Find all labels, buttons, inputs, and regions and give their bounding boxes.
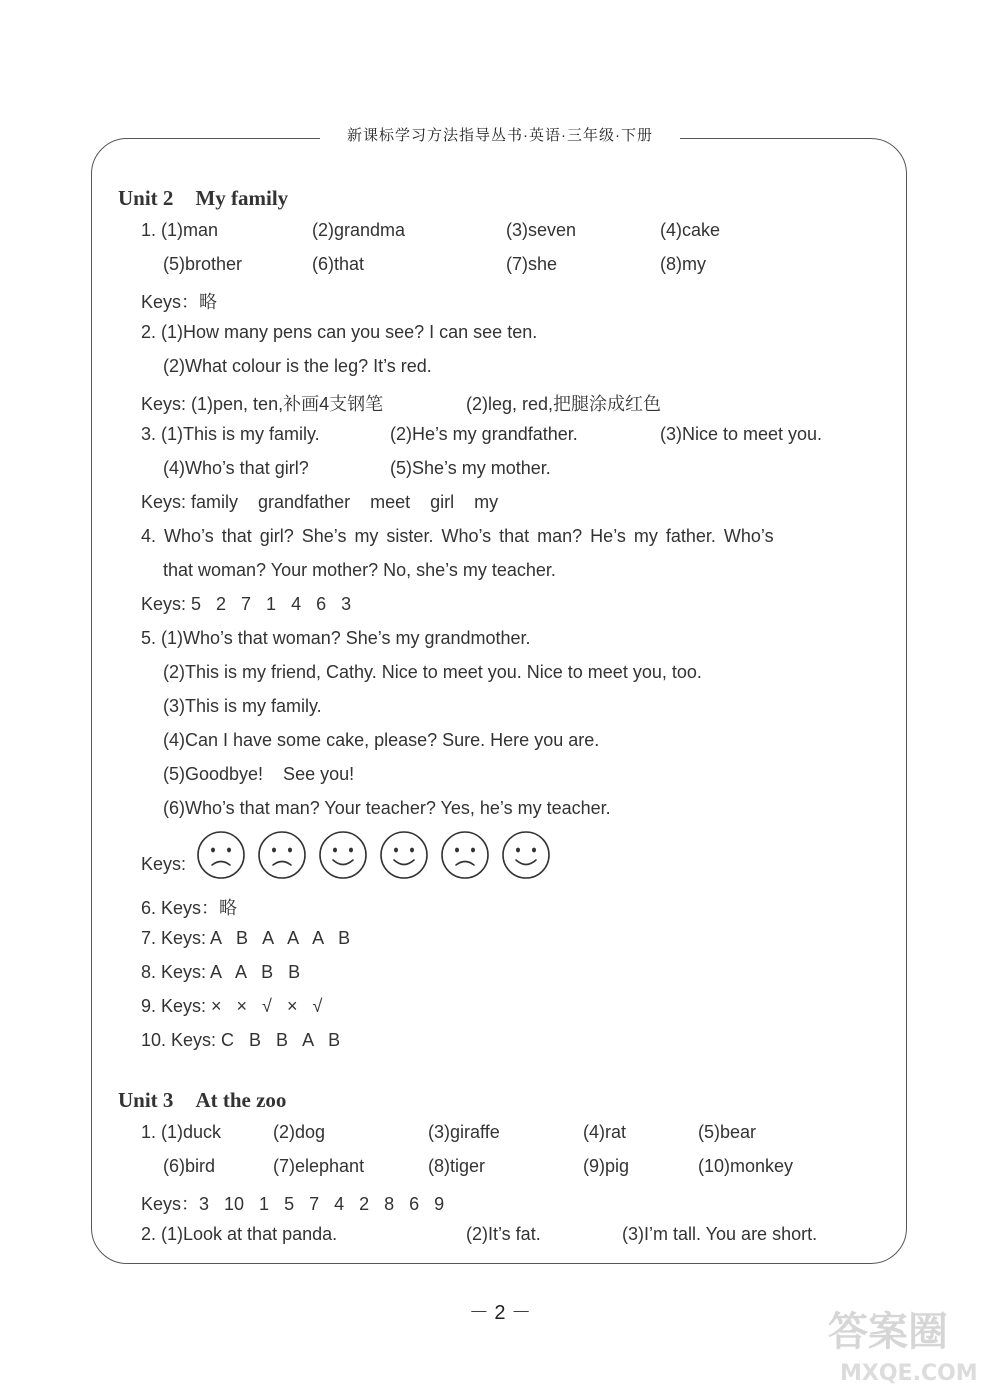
u3-q2-item2: (2)It’s fat. [466, 1224, 541, 1244]
unit2-name: My family [195, 186, 289, 210]
unit2-number: Unit 2 [118, 186, 174, 210]
u2-q4-line2: that woman? Your mother? No, she’s my teacher. [163, 560, 556, 580]
u2-q3-item2: (2)He’s my grandfather. [390, 424, 578, 444]
svg-text:答案圈: 答案圈 [828, 1309, 948, 1355]
u3-q1-item4: (4)rat [583, 1122, 627, 1142]
u2-q3-item5: (5)She’s my mother. [390, 458, 551, 478]
u2-q5-line2: (2)This is my friend, Cathy. Nice to meet you. Nice to meet you, too. [163, 662, 702, 682]
site-watermark-logo [820, 1300, 995, 1390]
u2-q1-item5: (5)brother [163, 254, 243, 274]
sad-face-icon [440, 830, 490, 880]
page-number: － 2 － [468, 1302, 532, 1324]
u2-q7-keys: 7. Keys: A B A A A B [141, 928, 351, 948]
u3-q1-item7: (7)elephant [273, 1156, 365, 1176]
u2-q1-item6: (6)that [312, 254, 365, 274]
svg-text:MXQE.COM: MXQE.COM [840, 1361, 978, 1386]
u3-q2-item1: 2. (1)Look at that panda. [141, 1224, 338, 1244]
u3-q1-keys: Keys：3 10 1 5 7 4 2 8 6 9 [141, 1194, 445, 1214]
sad-face-icon [196, 830, 246, 880]
u2-q10-keys: 10. Keys: C B B A B [141, 1030, 341, 1050]
u2-q8-keys: 8. Keys: A A B B [141, 962, 301, 982]
u2-q4-line1: 4. Who’s that girl? She’s my sister. Who’s that man? He’s my father. Who’s [141, 526, 774, 546]
u2-q1-keys: Keys：略 [141, 292, 218, 312]
u2-q5-line5: (5)Goodbye! See you! [163, 764, 355, 784]
book-header: 新课标学习方法指导丛书·英语·三年级·下册 [320, 125, 680, 147]
u2-q1-item8: (8)my [660, 254, 706, 274]
u2-q1-item1: 1. (1)man [141, 220, 219, 240]
u2-q4-keys: Keys: 5 2 7 1 4 6 3 [141, 594, 352, 614]
happy-face-icon [501, 830, 551, 880]
u2-q3-item1: 3. (1)This is my family. [141, 424, 320, 444]
u2-q5-keys: Keys: [141, 854, 187, 874]
u2-q1-item3: (3)seven [506, 220, 577, 240]
u3-q1-item2: (2)dog [273, 1122, 326, 1142]
u3-q1-item10: (10)monkey [698, 1156, 794, 1176]
u2-q2-keys-b: (2)leg, red,把腿涂成红色 [466, 394, 662, 414]
u3-q1-item1: 1. (1)duck [141, 1122, 222, 1142]
u3-q2-item3: (3)I’m tall. You are short. [622, 1224, 818, 1244]
u2-q1-item7: (7)she [506, 254, 558, 274]
u2-q5-line4: (4)Can I have some cake, please? Sure. Here you are. [163, 730, 600, 750]
u2-q1-item2: (2)grandma [312, 220, 406, 240]
u2-q3-item3: (3)Nice to meet you. [660, 424, 823, 444]
u2-q3-item4: (4)Who’s that girl? [163, 458, 309, 478]
unit3-name: At the zoo [195, 1088, 287, 1112]
u3-q1-item8: (8)tiger [428, 1156, 486, 1176]
u2-q5-line1: 5. (1)Who’s that woman? She’s my grandmother. [141, 628, 531, 648]
u2-q2-line2: (2)What colour is the leg? It’s red. [163, 356, 432, 376]
happy-face-icon [379, 830, 429, 880]
u3-q1-item5: (5)bear [698, 1122, 757, 1142]
u2-q2-keys-a: Keys: (1)pen, ten,补画4支钢笔 [141, 394, 384, 414]
u2-q5-line6: (6)Who’s that man? Your teacher? Yes, he’s my teacher. [163, 798, 611, 818]
sad-face-icon [257, 830, 307, 880]
unit2-title [118, 186, 288, 211]
u3-q1-item9: (9)pig [583, 1156, 630, 1176]
u3-q1-item6: (6)bird [163, 1156, 216, 1176]
u2-q2-line1: 2. (1)How many pens can you see? I can see ten. [141, 322, 538, 342]
u2-q1-item4: (4)cake [660, 220, 721, 240]
unit3-number: Unit 3 [118, 1088, 174, 1112]
unit3-title [118, 1088, 286, 1113]
u2-q9-keys: 9. Keys: × × √ × √ [141, 996, 323, 1016]
u2-q3-keys: Keys: family grandfather meet girl my [141, 492, 499, 512]
u2-q6-keys: 6. Keys：略 [141, 898, 238, 918]
u2-q5-line3: (3)This is my family. [163, 696, 322, 716]
happy-face-icon [318, 830, 368, 880]
u3-q1-item3: (3)giraffe [428, 1122, 500, 1142]
